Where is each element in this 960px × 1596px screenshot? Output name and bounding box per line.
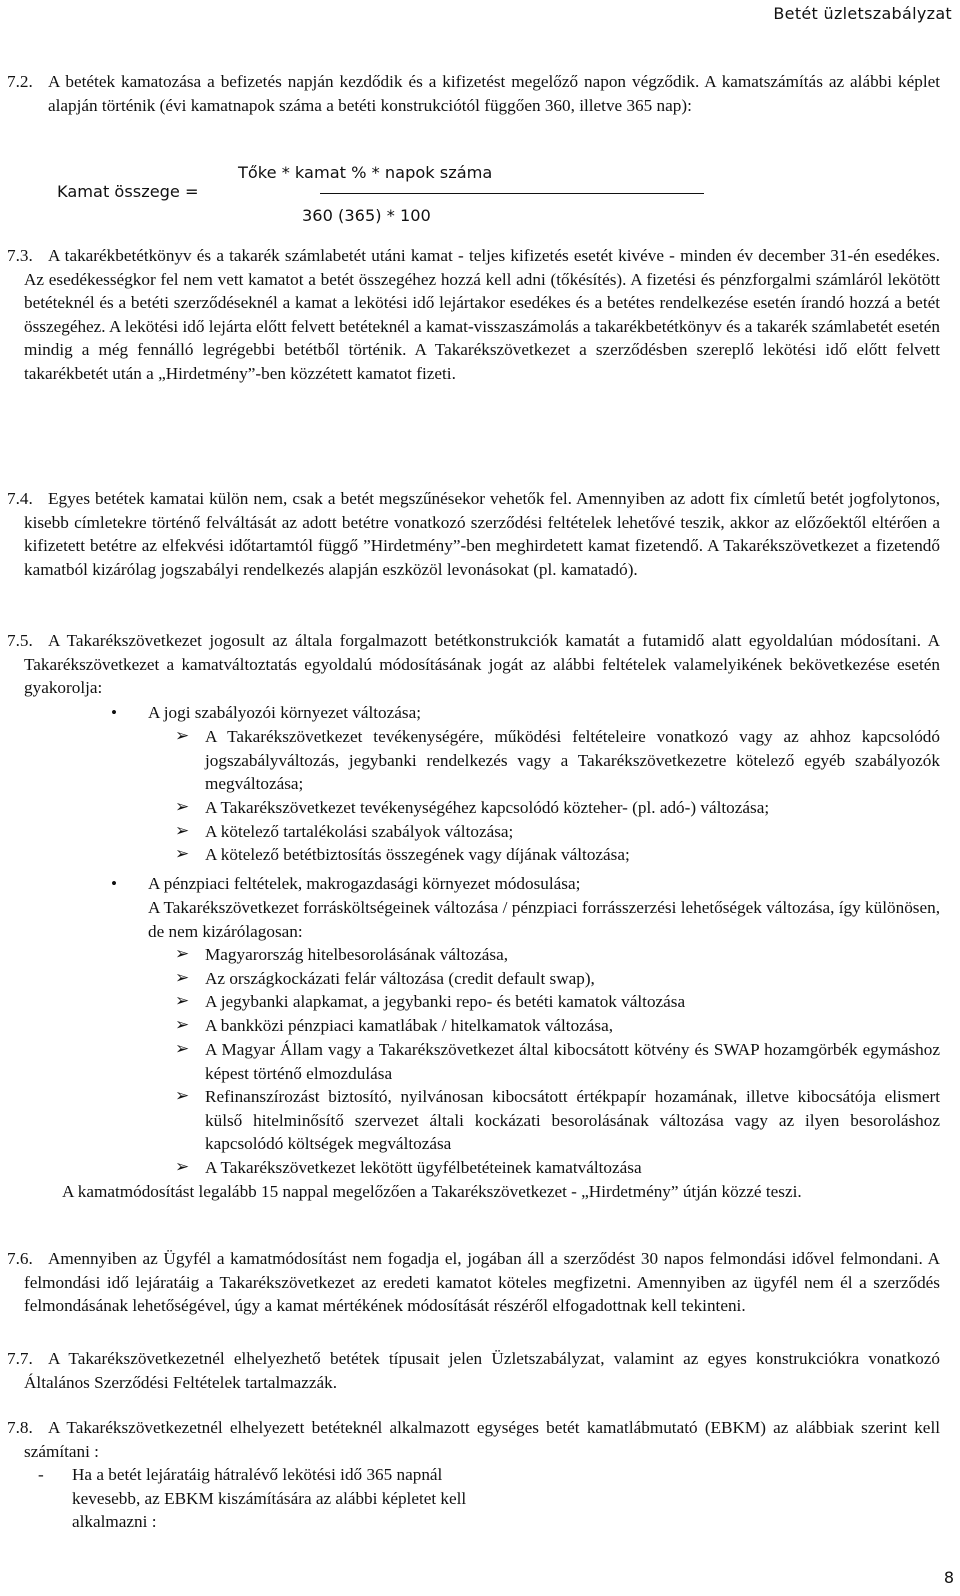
paragraph-7-4: Egyes betétek kamatai külön nem, csak a betét megszűnésekor vehetők fel. Amennyiben az adott fix címletű betét jogfolytonos, kisebb címletekre történő felváltását az adott betétre vonatkozó szerződési feltételek lehetővé teszik, akkor az előzőektől eltérően a kifizetett betétre az elfekvési időtartamtól függő ”Hirdetmény”-ben meghirdetett kamat fizetendő. A Takarékszövetkezet a fizetendő kamatból kizárólag jogszabályi rendelkezés alapján eszközöl levonásokat (pl. kamatadó). <box>24 489 940 579</box>
paragraph-7-5: A Takarékszövetkezet jogosult az általa forgalmazott betétkonstrukciók kamatát a futamidő alatt egyoldalúan módosítani. A Takarékszövetkezet a kamatváltoztatás egyoldalú módosításának jogát az alábbi feltételek valamelyikének bekövetkezése esetén gyakorolja: <box>24 631 940 697</box>
formula-numerator: Tőke * kamat % * napok száma <box>238 163 493 182</box>
list-item: A jegybanki alapkamat, a jegybanki repo- és betéti kamatok változása <box>205 992 686 1011</box>
section-number: 7.6. <box>7 1249 33 1268</box>
section-number: 7.2. <box>7 72 33 91</box>
arrow-bullet-icon: ➢ <box>175 726 190 746</box>
paragraph-7-8: A Takarékszövetkezetnél elhelyezett betéteknél alkalmazott egységes betét kamatlábmutató (EBKM) az alábbiak szerint kell számítani : <box>24 1418 940 1461</box>
list-item: Refinanszírozást biztosító, nyilvánosan kibocsátott értékpapír hozamának, illetve kibocsátója elismert külső hitelminősítő szervezet általi kockázati besorolásának változása vagy az ilyen besoroláshoz kapcsolódó költségek megváltozása <box>205 1087 940 1153</box>
arrow-bullet-icon: ➢ <box>175 1039 190 1059</box>
section-number: 7.8. <box>7 1418 33 1437</box>
paragraph-7-7: A Takarékszövetkezetnél elhelyezhető betétek típusait jelen Üzletszabályzat, valamint az egyes konstrukciókra vonatkozó Általános Szerződési Feltételek tartalmazzák. <box>24 1349 940 1392</box>
list-item: Az országkockázati felár változása (credit default swap), <box>205 969 595 988</box>
bullet-item-text: A Takarékszövetkezet forrásköltségeinek változása / pénzpiaci forrásszerzési lehetőségek változása, így különösen, de nem kizárólagosan: <box>148 898 940 941</box>
paragraph-closing: A kamatmódosítást legalább 15 nappal megelőzően a Takarékszövetkezet - „Hirdetmény” útján közzé teszi. <box>62 1182 802 1201</box>
section-number: 7.3. <box>7 246 33 265</box>
dash-item: Ha a betét lejáratáig hátralévő lekötési idő 365 napnál kevesebb, az EBKM kiszámítására az alábbi képletet kell alkalmazni : <box>72 1465 467 1531</box>
bullet-dot-icon: • <box>111 703 118 722</box>
arrow-bullet-icon: ➢ <box>175 844 190 864</box>
paragraph-7-6: Amennyiben az Ügyfél a kamatmódosítást nem fogadja el, jogában áll a szerződést 30 napos felmondási idővel felmondani. A felmondási idő lejáratáig a Takarékszövetkezet az eredeti kamatot köteles megfizetni. Amennyiben az ügyfél nem él a szerződés felmondásának lehetőségével, úgy a kamat mértékének módosítását részéről elfogadottnak kell tekinteni. <box>24 1249 940 1315</box>
arrow-bullet-icon: ➢ <box>175 1157 190 1177</box>
section-number: 7.4. <box>7 489 33 508</box>
list-item: Magyarország hitelbesorolásának változása, <box>205 945 509 964</box>
list-item: A Takarékszövetkezet lekötött ügyfélbetéteinek kamatváltozása <box>205 1158 642 1177</box>
list-item: A Takarékszövetkezet tevékenységére, működési feltételeire vonatkozó vagy az ahhoz kapcsolódó jogszabályváltozás, jegybanki rendelkezés vagy a Takarékszövetkezetre kötelező egyéb szabályozók megváltozása; <box>205 727 940 793</box>
arrow-bullet-icon: ➢ <box>175 821 190 841</box>
section-number: 7.7. <box>7 1349 33 1368</box>
list-item: A kötelező betétbiztosítás összegének vagy díjának változása; <box>205 845 630 864</box>
formula-lhs: Kamat összege = <box>57 182 199 201</box>
arrow-bullet-icon: ➢ <box>175 1015 190 1035</box>
page-number: 8 <box>943 1568 954 1587</box>
fraction-line <box>320 193 704 194</box>
paragraph-7-3: A takarékbetétkönyv és a takarék számlabetét utáni kamat - teljes kifizetés esetét kivéve - minden év december 31-én esedékes. Az esedékességkor fel nem vett kamatot a betét összegéhez hozzá kell adni (tőkésítés). A fizetési és pénzforgalmi számláról lekötött betéteknél és a betéti szerződéseknél a kamat a lekötési idő lejártakor esedékes és a betétes rendelkezése esetén írandó hozzá a betét összegéhez. A lekötési idő lejárta előtt felvett betéteknél a kamat-visszaszámolás a takarékbetétkönyv és a takarék számlabetét esetén mindig a még fennálló legrégebbi betétből történik. A Takarékszövetkezet a szerződésben szereplő lekötési idő előtt felvett takarékbetét után a „Hirdetmény”-ben közzétett kamatot fizeti. <box>24 246 940 383</box>
list-item: A Magyar Állam vagy a Takarékszövetkezet által kibocsátott kötvény és SWAP hozamgörbék egymáshoz képest történő elmozdulása <box>205 1040 940 1083</box>
bullet-dot-icon: • <box>111 874 118 893</box>
section-number: 7.5. <box>7 631 33 650</box>
list-item: A bankközi pénzpiaci kamatlábak / hitelkamatok változása, <box>205 1016 614 1035</box>
bullet-item: A jogi szabályozói környezet változása; <box>148 703 421 722</box>
paragraph-7-2: A betétek kamatozása a befizetés napján kezdődik és a kifizetést megelőző napon végződik. A kamatszámítás az alábbi képlet alapján történik (évi kamatnapok száma a betéti konstrukciótól függően 360, illetve 365 nap): <box>48 72 940 115</box>
arrow-bullet-icon: ➢ <box>175 944 190 964</box>
formula-denominator: 360 (365) * 100 <box>302 206 431 225</box>
arrow-bullet-icon: ➢ <box>175 968 190 988</box>
document-header: Betét üzletszabályzat <box>773 4 952 23</box>
arrow-bullet-icon: ➢ <box>175 991 190 1011</box>
arrow-bullet-icon: ➢ <box>175 1086 190 1106</box>
bullet-item: A pénzpiaci feltételek, makrogazdasági környezet módosulása; <box>148 874 581 893</box>
dash-bullet: - <box>38 1465 44 1484</box>
list-item: A Takarékszövetkezet tevékenységéhez kapcsolódó közteher- (pl. adó-) változása; <box>205 798 770 817</box>
arrow-bullet-icon: ➢ <box>175 797 190 817</box>
list-item: A kötelező tartalékolási szabályok változása; <box>205 822 514 841</box>
